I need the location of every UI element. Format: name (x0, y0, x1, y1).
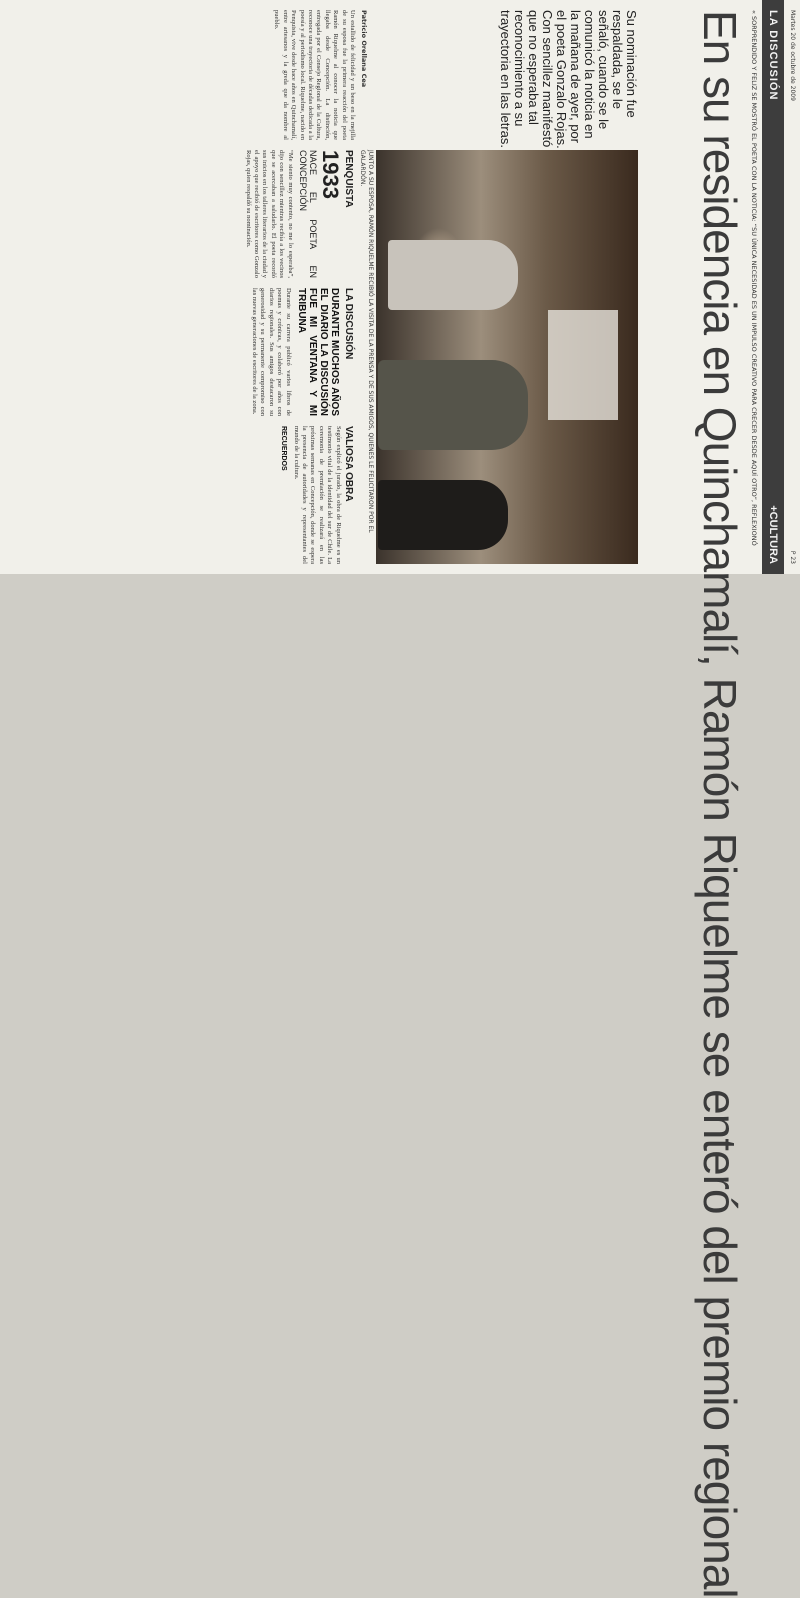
photo-person-center (378, 360, 528, 450)
body-paragraph: “Me siento muy contento, no me lo esperaba”, dijo con sencillez mientras recibía a los vecinos que se acercaban a saludarlo. El poeta recordó sus inicios en los talleres literarios de la ciudad y el apoyo que recibió de escritores como Gonzalo Rojas, quien respaldó su nominación. (244, 150, 294, 278)
page-number: P 23 (789, 550, 796, 564)
recuerdos-head: RECUERDOS (280, 426, 288, 471)
section-right: +CULTURA (767, 505, 779, 564)
article-photo (376, 150, 638, 564)
body-column-4 (10, 426, 356, 564)
pull-quote: DURANTE MUCHOS AÑOS EL DIARIO LA DISCUSIÓN FUE MI VENTANA Y MI TRIBUNA (295, 288, 340, 416)
subhead: Su nominación fue respaldada, se le señaló, cuando se le comunicó la noticia en la mañana de ayer, por el poeta Gonzalo Rojas. Con sencillez manifestó que no esperaba tal reconocimiento a su trayectoria en las letras. (498, 10, 639, 149)
kicker: « SORPRENDIDO Y FELIZ SE MOSTRÓ EL POETA CON LA NOTICIA: “SU ÚNICA NECESIDAD ES UN IMPULSO CREATIVO PARA CRECER DESDE AQUÍ OTRO”, REFLEXIONÓ (750, 10, 758, 546)
section-band (762, 0, 784, 574)
box-section-label: PENQUISTA (343, 150, 354, 208)
box-side-label: LA DISCUSIÓN (343, 288, 354, 360)
photo-window (548, 310, 618, 420)
body-column-3 (10, 288, 356, 416)
section-name: LA DISCUSIÓN (767, 10, 779, 101)
top-bar (783, 0, 800, 574)
body-column-1 (10, 10, 356, 140)
body-paragraph: Durante su carrera publicó varios libros de poemas y crónicas, y colaboró por años con diarios regionales. Sus amigos destacaron su generosidad y su permanente compromiso con las nuevas generaciones de escritores de la zona. (250, 288, 292, 416)
photo-person-right (378, 480, 508, 550)
byline: Patricio Orellana Cea (360, 10, 368, 88)
body-column-2 (10, 150, 356, 278)
body-paragraph: Según explicó el jurado, la obra de Riquelme es un testimonio vital de la identidad del sur de Chile. La ceremonia de premiación se realizará en las próximas semanas en Concepción, donde se espera la presencia de autoridades y representantes del mundo de la cultura. (292, 426, 342, 564)
box-year-text: NACE EL POETA EN CONCEPCIÓN (297, 150, 318, 278)
box-side-label-2: VALIOSA OBRA (343, 426, 354, 502)
photo-caption: JUNTO A SU ESPOSA, RAMÓN RIQUELME RECIBIÓ LA VISITA DE LA PRENSA Y DE SUS AMIGOS, QUIENES LE FELICITARON POR EL GALARDÓN. (359, 150, 374, 533)
photo-person-left (388, 240, 518, 310)
body-paragraph: Un estallido de felicidad y un beso en la mejilla de su esposa fue la primera reacción del poeta Ramón Riquelme al conocer la noticia que llegaba desde Concepción. La distinción, entregada por el Consejo Regional de la Cultura, reconoce una trayectoria de décadas dedicada a la poesía y al periodismo local. Riquelme, nacido en Penquista, vive desde hace años en Quinchamalí, entre artesanos y la greda que da nombre al pueblo. (273, 10, 356, 140)
box-year: 1933 (317, 150, 343, 199)
page-date: Martes 20 de octubre de 2009 (789, 10, 796, 101)
headline: En su residencia en Quinchamalí, Ramón Riquelme se enteró del premio regional (694, 10, 746, 1598)
